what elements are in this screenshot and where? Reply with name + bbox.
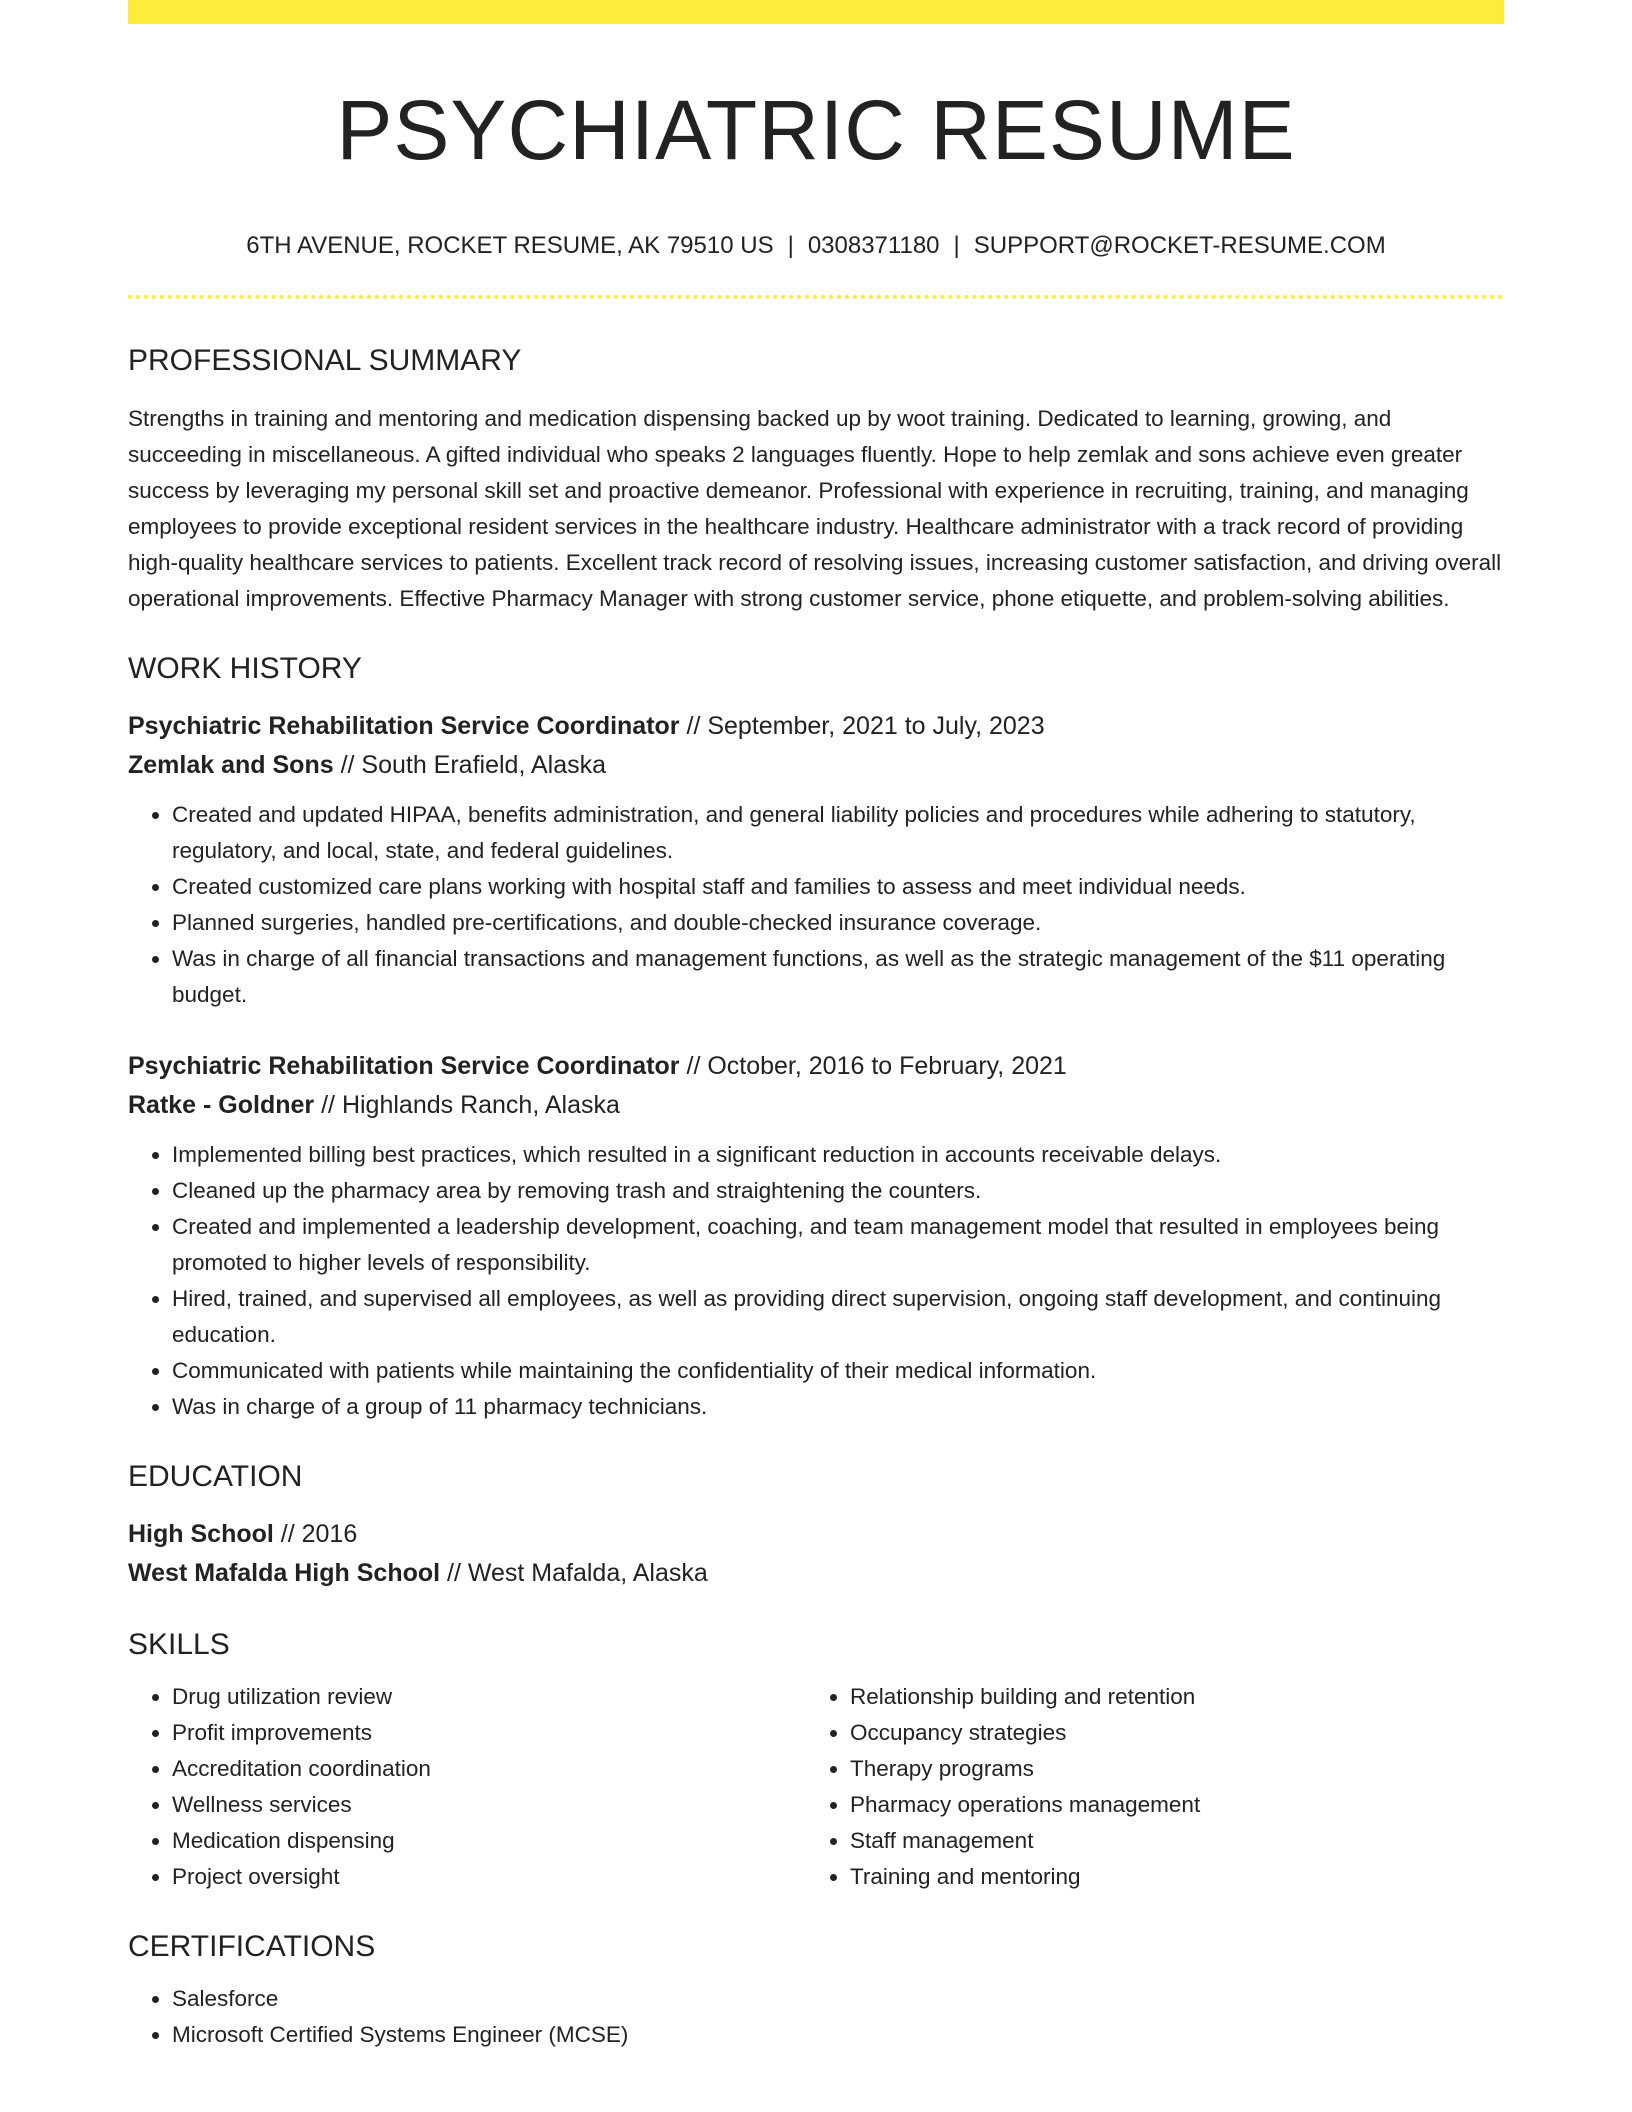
skills-heading: SKILLS: [128, 1628, 230, 1662]
job-bullet: • Implemented billing best practices, which resulted in a significant reduction in accounts receivable delays.: [172, 1137, 1504, 1173]
resume-title: PSYCHIATRIC RESUME: [336, 83, 1296, 177]
job-location: // South Erafield, Alaska: [333, 751, 607, 780]
contact-separator: |: [787, 232, 794, 260]
skill-item: • Wellness services: [172, 1787, 806, 1823]
skill-item: • Pharmacy operations management: [850, 1787, 1450, 1823]
job-bullet: • Created and updated HIPAA, benefits administration, and general liability policies and procedures while adhering to statutory, regulatory, and local, state, and federal guidelines.: [172, 797, 1504, 869]
education-school: West Mafalda High School: [128, 1559, 441, 1588]
job-dates: // September, 2021 to July, 2023: [679, 712, 1045, 741]
skill-item: • Project oversight: [172, 1859, 806, 1895]
contact-line: [128, 232, 1504, 261]
skill-item: • Profit improvements: [172, 1715, 806, 1751]
skill-item: • Medication dispensing: [172, 1823, 806, 1859]
job-bullet: • Communicated with patients while maintaining the confidentiality of their medical information.: [172, 1353, 1504, 1389]
skills-list-left: [128, 1679, 806, 1895]
education-heading: EDUCATION: [128, 1460, 303, 1494]
skills-columns: [128, 1679, 1504, 1895]
education-school-line: [128, 1554, 1504, 1593]
job-company-line: [128, 746, 1504, 785]
education-degree-line: [128, 1515, 1504, 1554]
education-entry: [128, 1515, 1504, 1593]
education-location: // West Mafalda, Alaska: [440, 1559, 708, 1588]
job-company-line: [128, 1086, 1504, 1125]
skill-item: • Staff management: [850, 1823, 1450, 1859]
top-accent-bar: [128, 0, 1504, 24]
job-bullet: • Was in charge of a group of 11 pharmacy technicians.: [172, 1389, 1504, 1425]
dotted-divider: [128, 295, 1504, 299]
job-location: // Highlands Ranch, Alaska: [314, 1091, 620, 1120]
education-year: // 2016: [273, 1520, 358, 1549]
skill-item: • Training and mentoring: [850, 1859, 1450, 1895]
job-dates: // October, 2016 to February, 2021: [679, 1052, 1067, 1081]
skill-item: • Relationship building and retention: [850, 1679, 1450, 1715]
job-role: Psychiatric Rehabilitation Service Coordinator: [128, 1052, 680, 1081]
skill-item: • Accreditation coordination: [172, 1751, 806, 1787]
job-company: Zemlak and Sons: [128, 751, 334, 780]
job-bullet: • Cleaned up the pharmacy area by removing trash and straightening the counters.: [172, 1173, 1504, 1209]
resume-page: [128, 0, 1504, 2053]
education-degree: High School: [128, 1520, 274, 1549]
job-title-line: [128, 707, 1504, 746]
job-entry: [128, 707, 1504, 1013]
contact-phone: 0308371180: [807, 232, 940, 260]
job-bullet: • Created and implemented a leadership development, coaching, and team management model that resulted in employees being promoted to higher levels of responsibility.: [172, 1209, 1504, 1281]
job-entry: [128, 1047, 1504, 1425]
summary-text: Strengths in training and mentoring and medication dispensing backed up by woot training. Dedicated to learning, growing, and succeeding in miscellaneous. A gifted individual who speaks 2 languages fluently. Hope to help zemlak and sons achieve even greater success by leveraging my personal skill set and proactive demeanor. Professional with experience in recruiting, training, and managing employees to provide exceptional resident services in the healthcare industry. Healthcare administrator with a track record of providing high-quality healthcare services to patients. Excellent track record of resolving issues, increasing customer satisfaction, and driving overall operational improvements. Effective Pharmacy Manager with strong customer service, phone etiquette, and problem-solving abilities.: [128, 406, 1502, 612]
job-bullet: • Planned surgeries, handled pre-certifications, and double-checked insurance coverage.: [172, 905, 1504, 941]
job-bullet-list: [128, 797, 1504, 1013]
job-role: Psychiatric Rehabilitation Service Coordinator: [128, 712, 680, 741]
summary-heading: PROFESSIONAL SUMMARY: [128, 344, 522, 378]
skill-item: • Therapy programs: [850, 1751, 1450, 1787]
certifications-heading: CERTIFICATIONS: [128, 1930, 376, 1964]
contact-email: SUPPORT@ROCKET-RESUME.COM: [973, 232, 1386, 260]
certifications-list: [128, 1981, 1504, 2053]
job-title-line: [128, 1047, 1504, 1086]
contact-separator: |: [953, 232, 960, 260]
work-history-heading: WORK HISTORY: [128, 652, 362, 686]
skill-item: • Occupancy strategies: [850, 1715, 1450, 1751]
job-bullet-list: [128, 1137, 1504, 1425]
job-bullet: • Hired, trained, and supervised all employees, as well as providing direct supervision, ongoing staff development, and continuing education.: [172, 1281, 1504, 1353]
certification-item: • Microsoft Certified Systems Engineer (MCSE): [172, 2017, 1504, 2053]
job-company: Ratke - Goldner: [128, 1091, 315, 1120]
job-bullet: • Was in charge of all financial transactions and management functions, as well as the strategic management of the $11 operating budget.: [172, 941, 1504, 1013]
job-bullet: • Created customized care plans working with hospital staff and families to assess and meet individual needs.: [172, 869, 1504, 905]
certification-item: • Salesforce: [172, 1981, 1504, 2017]
contact-address: 6TH AVENUE, ROCKET RESUME, AK 79510 US: [246, 232, 774, 260]
skills-list-right: [806, 1679, 1450, 1895]
skill-item: • Drug utilization review: [172, 1679, 806, 1715]
